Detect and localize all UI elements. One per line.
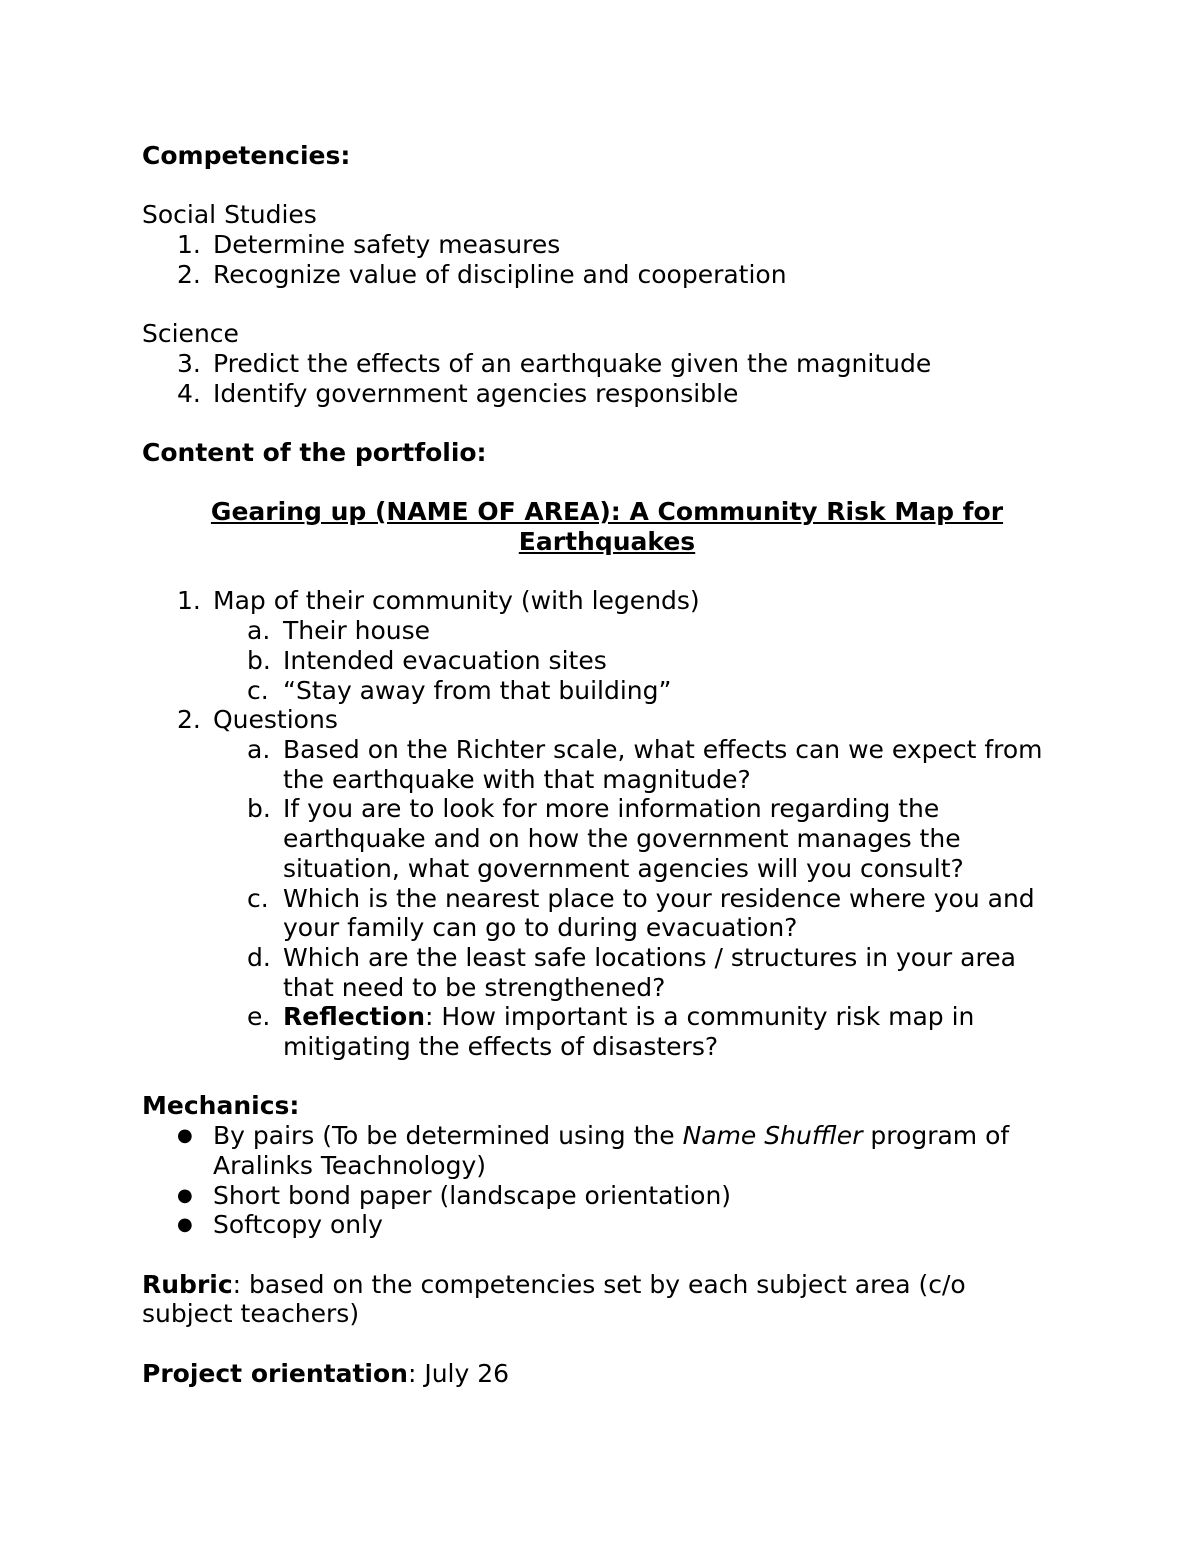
item-letter: c. [247, 675, 269, 705]
item-line: that need to be strengthened? [283, 972, 666, 1002]
item-line: Which is the nearest place to your residence where you and [283, 883, 1035, 913]
reflection-text: : How important is a community risk map in [425, 1002, 975, 1032]
bullet-icon: ● [177, 1214, 193, 1236]
item-line: earthquake and on how the government manages the [283, 824, 961, 854]
item-number: 4. [177, 378, 201, 408]
item-text: Predict the effects of an earthquake given the magnitude [213, 348, 932, 378]
sub-list-item [142, 943, 1072, 1002]
rubric-line2: subject teachers) [142, 1299, 360, 1329]
orientation-label: Project orientation [142, 1358, 408, 1388]
item-text: Identify government agencies responsible [213, 378, 739, 408]
orientation-value: : July 26 [407, 1358, 510, 1388]
list-item [142, 349, 1072, 379]
sub-list-item [142, 676, 1072, 706]
item-number: 1. [177, 230, 201, 260]
sub-list-item [142, 616, 1072, 646]
list-item [142, 260, 1072, 290]
portfolio-title-line1: Gearing up (NAME OF AREA): A Community Risk Map for [210, 497, 1004, 527]
item-text: Softcopy only [213, 1210, 383, 1240]
rubric-label: Rubric [142, 1269, 233, 1299]
rubric-line1 [142, 1270, 1072, 1300]
item-line: your family can go to during evacuation? [283, 913, 798, 943]
item-number: 2. [177, 705, 201, 735]
sub-list-item [142, 884, 1072, 943]
list-item [142, 586, 1072, 616]
document-page [142, 141, 1072, 1388]
item-line: Based on the Richter scale, what effects can we expect from [283, 734, 1043, 764]
subject-social-studies: Social Studies [142, 200, 317, 230]
competencies-heading: Competencies: [142, 141, 351, 170]
item-letter: e. [247, 1002, 271, 1032]
item-line: Which are the least safe locations / structures in your area [283, 942, 1016, 972]
bullet-icon: ● [177, 1125, 193, 1147]
item-number: 3. [177, 348, 201, 378]
item-text: By pairs (To be determined using the [213, 1121, 683, 1151]
bullet-item [142, 1121, 1072, 1180]
list-item [142, 705, 1072, 735]
item-letter: b. [247, 645, 271, 675]
item-line: Aralinks Teachnology) [213, 1150, 486, 1180]
item-line [213, 1121, 1072, 1151]
item-text: “Stay away from that building” [283, 675, 672, 705]
item-text: Their house [283, 616, 431, 646]
item-line: mitigating the effects of disasters? [283, 1032, 719, 1062]
item-letter: c. [247, 883, 269, 913]
project-orientation [142, 1359, 1072, 1389]
item-text: Map of their community (with legends) [213, 586, 700, 616]
sub-list-item [142, 646, 1072, 676]
sub-list-item [142, 735, 1072, 794]
list-item [142, 230, 1072, 260]
bullet-icon: ● [177, 1184, 193, 1206]
item-line: If you are to look for more information regarding the [283, 794, 940, 824]
item-letter: b. [247, 794, 271, 824]
item-number: 2. [177, 259, 201, 289]
subject-science: Science [142, 319, 239, 349]
sub-list-item [142, 1002, 1072, 1061]
item-text: Determine safety measures [213, 230, 561, 260]
list-item [142, 379, 1072, 409]
item-text: Recognize value of discipline and cooperation [213, 259, 787, 289]
item-text: Short bond paper (landscape orientation) [213, 1180, 732, 1210]
item-text: Questions [213, 705, 338, 735]
item-letter: d. [247, 942, 271, 972]
item-number: 1. [177, 586, 201, 616]
reflection-label: Reflection [283, 1002, 426, 1032]
item-line: the earthquake with that magnitude? [283, 764, 751, 794]
item-line [283, 1002, 1072, 1032]
mechanics-heading: Mechanics: [142, 1091, 300, 1121]
name-shuffler-italic: Name Shuffler [682, 1121, 863, 1151]
bullet-item [142, 1210, 1072, 1240]
portfolio-title-line2: Earthquakes [518, 527, 696, 557]
bullet-item [142, 1181, 1072, 1211]
content-heading: Content of the portfolio: [142, 437, 487, 467]
item-text: program of [862, 1121, 1010, 1151]
item-text: Intended evacuation sites [283, 645, 607, 675]
item-letter: a. [247, 734, 271, 764]
rubric-text: : based on the competencies set by each subject area (c/o [232, 1269, 966, 1299]
item-letter: a. [247, 616, 271, 646]
item-line: situation, what government agencies will you consult? [283, 853, 964, 883]
sub-list-item [142, 794, 1072, 883]
